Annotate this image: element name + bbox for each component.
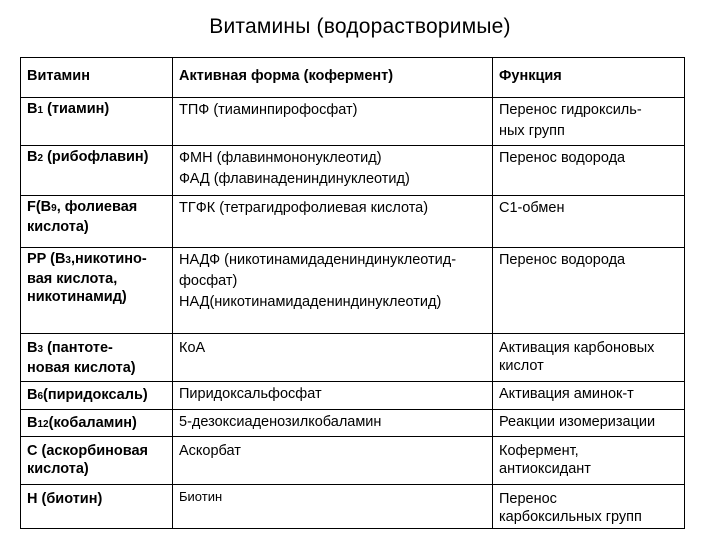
table-row xyxy=(21,334,685,382)
active-form-cell: Аскорбат xyxy=(173,437,493,485)
vitamin-cell: B3 (пантоте- новая кислота) xyxy=(21,334,173,382)
active-form-cell: ТГФК (тетрагидрофолиевая кислота) xyxy=(173,196,493,248)
table-row xyxy=(21,410,685,437)
active-form-cell: 5-дезоксиаденозилкобаламин xyxy=(173,410,493,437)
vitamin-cell: B2 (рибофлавин) xyxy=(21,146,173,196)
vitamin-cell: B1 (тиамин) xyxy=(21,98,173,146)
active-form-cell: Биотин xyxy=(173,485,493,529)
vitamin-cell: C (аскорбиновая кислота) xyxy=(21,437,173,485)
header-active-form: Активная форма (кофермент) xyxy=(173,58,493,98)
table-row xyxy=(21,146,685,196)
table-row xyxy=(21,485,685,529)
table-row xyxy=(21,196,685,248)
vitamin-cell: B12(кобаламин) xyxy=(21,410,173,437)
function-cell: C1-обмен xyxy=(493,196,685,248)
vitamin-cell: B6(пиридоксаль) xyxy=(21,382,173,410)
function-cell: Перенос карбоксильных групп xyxy=(493,485,685,529)
table-row xyxy=(21,437,685,485)
page-title: Витамины (водорастворимые) xyxy=(209,15,511,38)
function-cell: Активация карбоновых кислот xyxy=(493,334,685,382)
table-row xyxy=(21,382,685,410)
vitamin-cell: PP (B3,никотино- вая кислота, никотинамид) xyxy=(21,248,173,334)
vitamin-cell: H (биотин) xyxy=(21,485,173,529)
function-cell: Перенос гидроксиль- ных групп xyxy=(493,98,685,146)
active-form-cell: ТПФ (тиаминпирофосфат) xyxy=(173,98,493,146)
active-form-cell: КоA xyxy=(173,334,493,382)
table-row xyxy=(21,248,685,334)
function-cell: Перенос водорода xyxy=(493,146,685,196)
header-row xyxy=(21,58,685,98)
header-vitamin: Витамин xyxy=(21,58,173,98)
table-row xyxy=(21,98,685,146)
function-cell: Перенос водорода xyxy=(493,248,685,334)
function-cell: Кофермент, антиоксидант xyxy=(493,437,685,485)
function-cell: Реакции изомеризации xyxy=(493,410,685,437)
vitamin-cell: F(B9, фолиевая кислота) xyxy=(21,196,173,248)
active-form-cell: НАДФ (никотинамидадениндинуклеотид- фосфат) НАД(никотинамидадениндинуклеотид) xyxy=(173,248,493,334)
function-cell: Активация аминок-т xyxy=(493,382,685,410)
header-function: Функция xyxy=(493,58,685,98)
active-form-cell: ФМН (флавинмононуклеотид) ФАД (флавинадениндинуклеотид) xyxy=(173,146,493,196)
vitamins-table xyxy=(20,57,685,529)
active-form-cell: Пиридоксальфосфат xyxy=(173,382,493,410)
